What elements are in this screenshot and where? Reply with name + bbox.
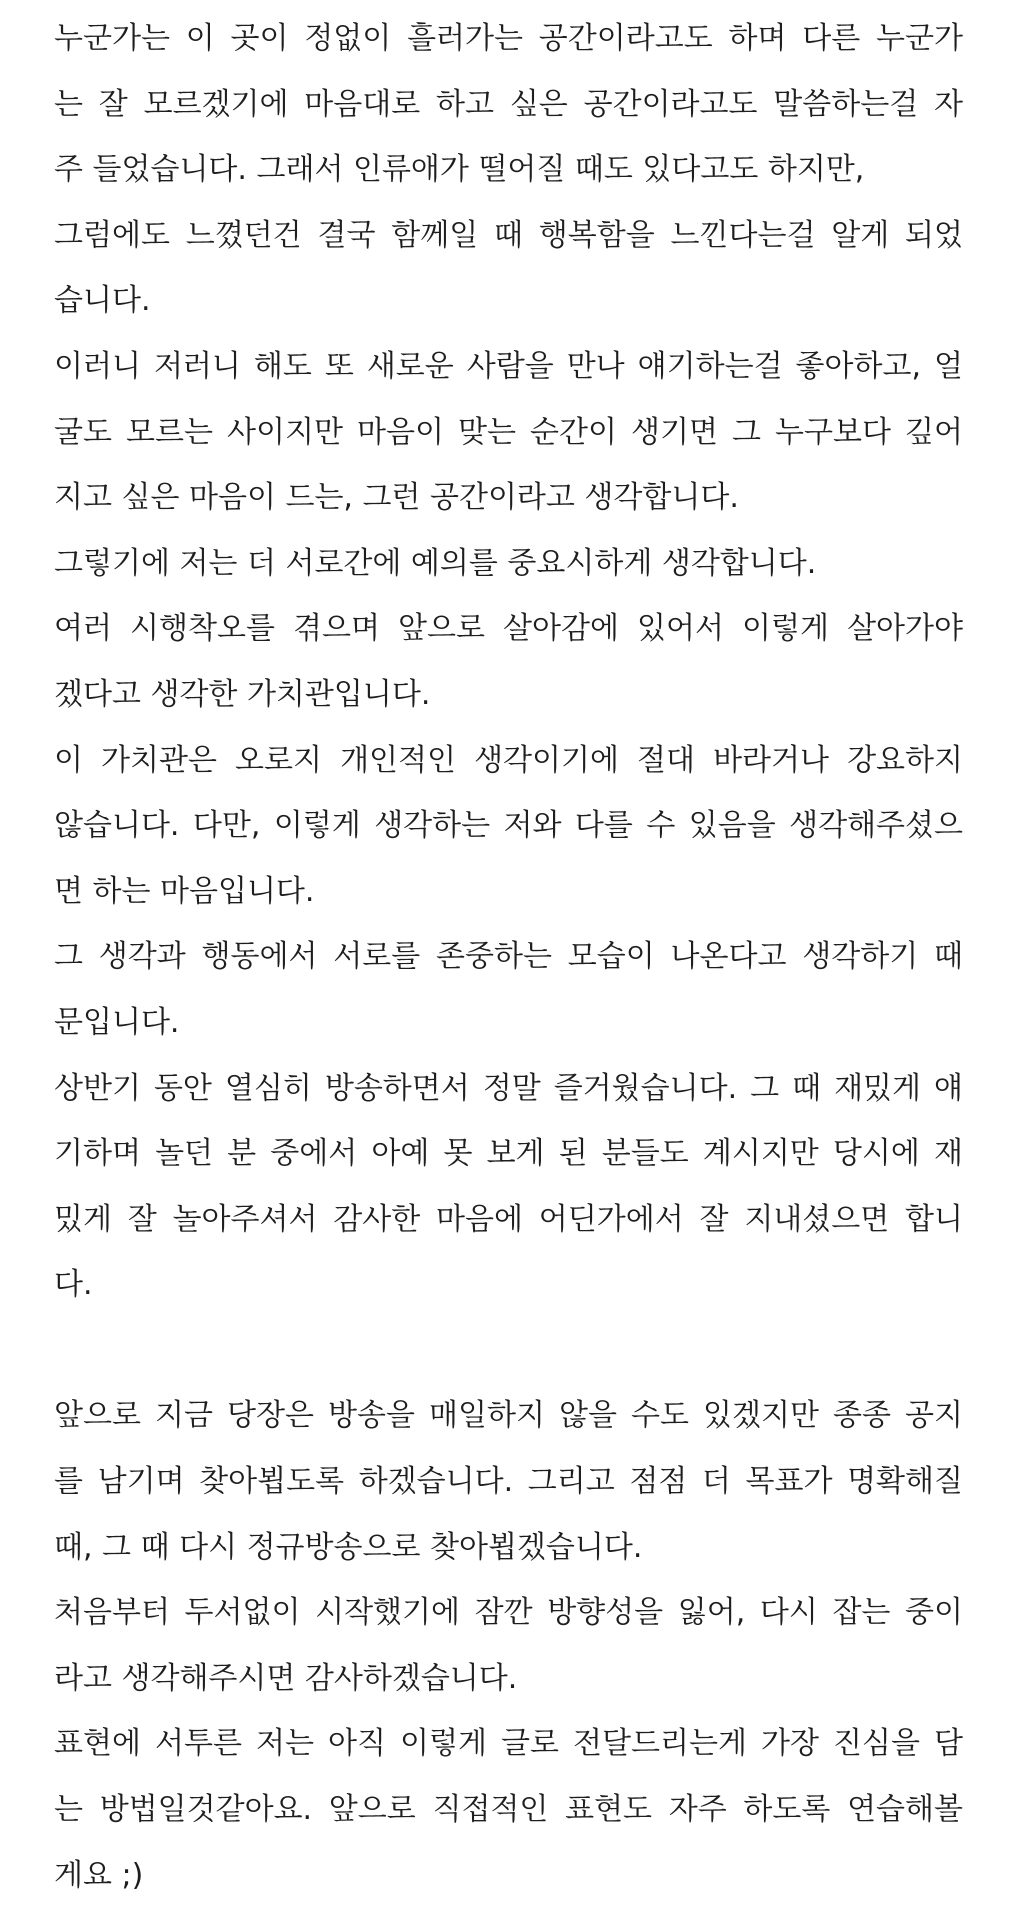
paragraph-9 <box>54 1383 963 1580</box>
paragraph-6 <box>54 728 963 925</box>
text-line: 않습니다. 다만, 이렇게 생각하는 저와 다를 수 있음을 생각해주셨으 <box>54 808 963 844</box>
paragraph-7 <box>54 924 963 1055</box>
blank-line <box>54 1318 963 1384</box>
text-line: 는 방법일것같아요. 앞으로 직접적인 표현도 자주 하도록 연습해볼 <box>54 1792 963 1828</box>
text-line: 겠다고 생각한 가치관입니다. <box>54 676 431 712</box>
text-line: 다. <box>54 1267 93 1303</box>
paragraph-2 <box>54 203 963 334</box>
text-line: 누군가는 이 곳이 정없이 흘러가는 공간이라고도 하며 다른 누군가 <box>54 21 963 56</box>
text-line: 앞으로 지금 당장은 방송을 매일하지 않을 수도 있겠지만 종종 공지 <box>54 1398 963 1434</box>
paragraph-5 <box>54 596 963 727</box>
text-line: 이 가치관은 오로지 개인적인 생각이기에 절대 바라거나 강요하지 <box>54 742 963 778</box>
text-line: 이러니 저러니 해도 또 새로운 사람을 만나 얘기하는걸 좋아하고, 얼 <box>54 348 963 384</box>
text-line: 표현에 서투른 저는 아직 이렇게 글로 전달드리는게 가장 진심을 담 <box>54 1726 963 1762</box>
text-line: 를 남기며 찾아뵙도록 하겠습니다. 그리고 점점 더 목표가 명확해질 <box>54 1464 963 1500</box>
paragraph-11 <box>54 1711 963 1908</box>
paragraph-1 <box>54 6 963 203</box>
paragraph-10 <box>54 1580 963 1711</box>
paragraph-8 <box>54 1056 963 1318</box>
text-line: 굴도 모르는 사이지만 마음이 맞는 순간이 생기면 그 누구보다 깊어 <box>54 414 963 450</box>
text-line: 주 들었습니다. 그래서 인류애가 떨어질 때도 있다고도 하지만, <box>54 152 865 188</box>
text-line: 는 잘 모르겠기에 마음대로 하고 싶은 공간이라고도 말씀하는걸 자 <box>54 86 963 122</box>
text-line: 그렇기에 저는 더 서로간에 예의를 중요시하게 생각합니다. <box>54 545 817 581</box>
text-line: 그럼에도 느꼈던건 결국 함께일 때 행복함을 느낀다는걸 알게 되었 <box>54 217 963 253</box>
text-line: 문입니다. <box>54 1004 180 1040</box>
text-line: 습니다. <box>54 283 151 319</box>
text-line: 그 생각과 행동에서 서로를 존중하는 모습이 나온다고 생각하기 때 <box>54 939 963 975</box>
text-line: 기하며 놀던 분 중에서 아예 못 보게 된 분들도 계시지만 당시에 재 <box>54 1136 963 1172</box>
text-line: 여러 시행착오를 겪으며 앞으로 살아감에 있어서 이렇게 살아가야 <box>54 611 963 647</box>
text-line: 처음부터 두서없이 시작했기에 잠깐 방향성을 잃어, 다시 잡는 중이 <box>54 1595 963 1631</box>
text-line: 때, 그 때 다시 정규방송으로 찾아뵙겠습니다. <box>54 1529 643 1565</box>
text-line: 지고 싶은 마음이 드는, 그런 공간이라고 생각합니다. <box>54 480 739 516</box>
text-line: 상반기 동안 열심히 방송하면서 정말 즐거웠습니다. 그 때 재밌게 얘 <box>54 1070 963 1106</box>
text-line: 밌게 잘 놀아주셔서 감사한 마음에 어딘가에서 잘 지내셨으면 합니 <box>54 1201 963 1237</box>
text-line: 게요 ;) <box>54 1857 144 1893</box>
paragraph-3 <box>54 334 963 531</box>
text-line: 라고 생각해주시면 감사하겠습니다. <box>54 1660 518 1696</box>
text-line: 면 하는 마음입니다. <box>54 873 315 909</box>
paragraph-4 <box>54 531 963 597</box>
